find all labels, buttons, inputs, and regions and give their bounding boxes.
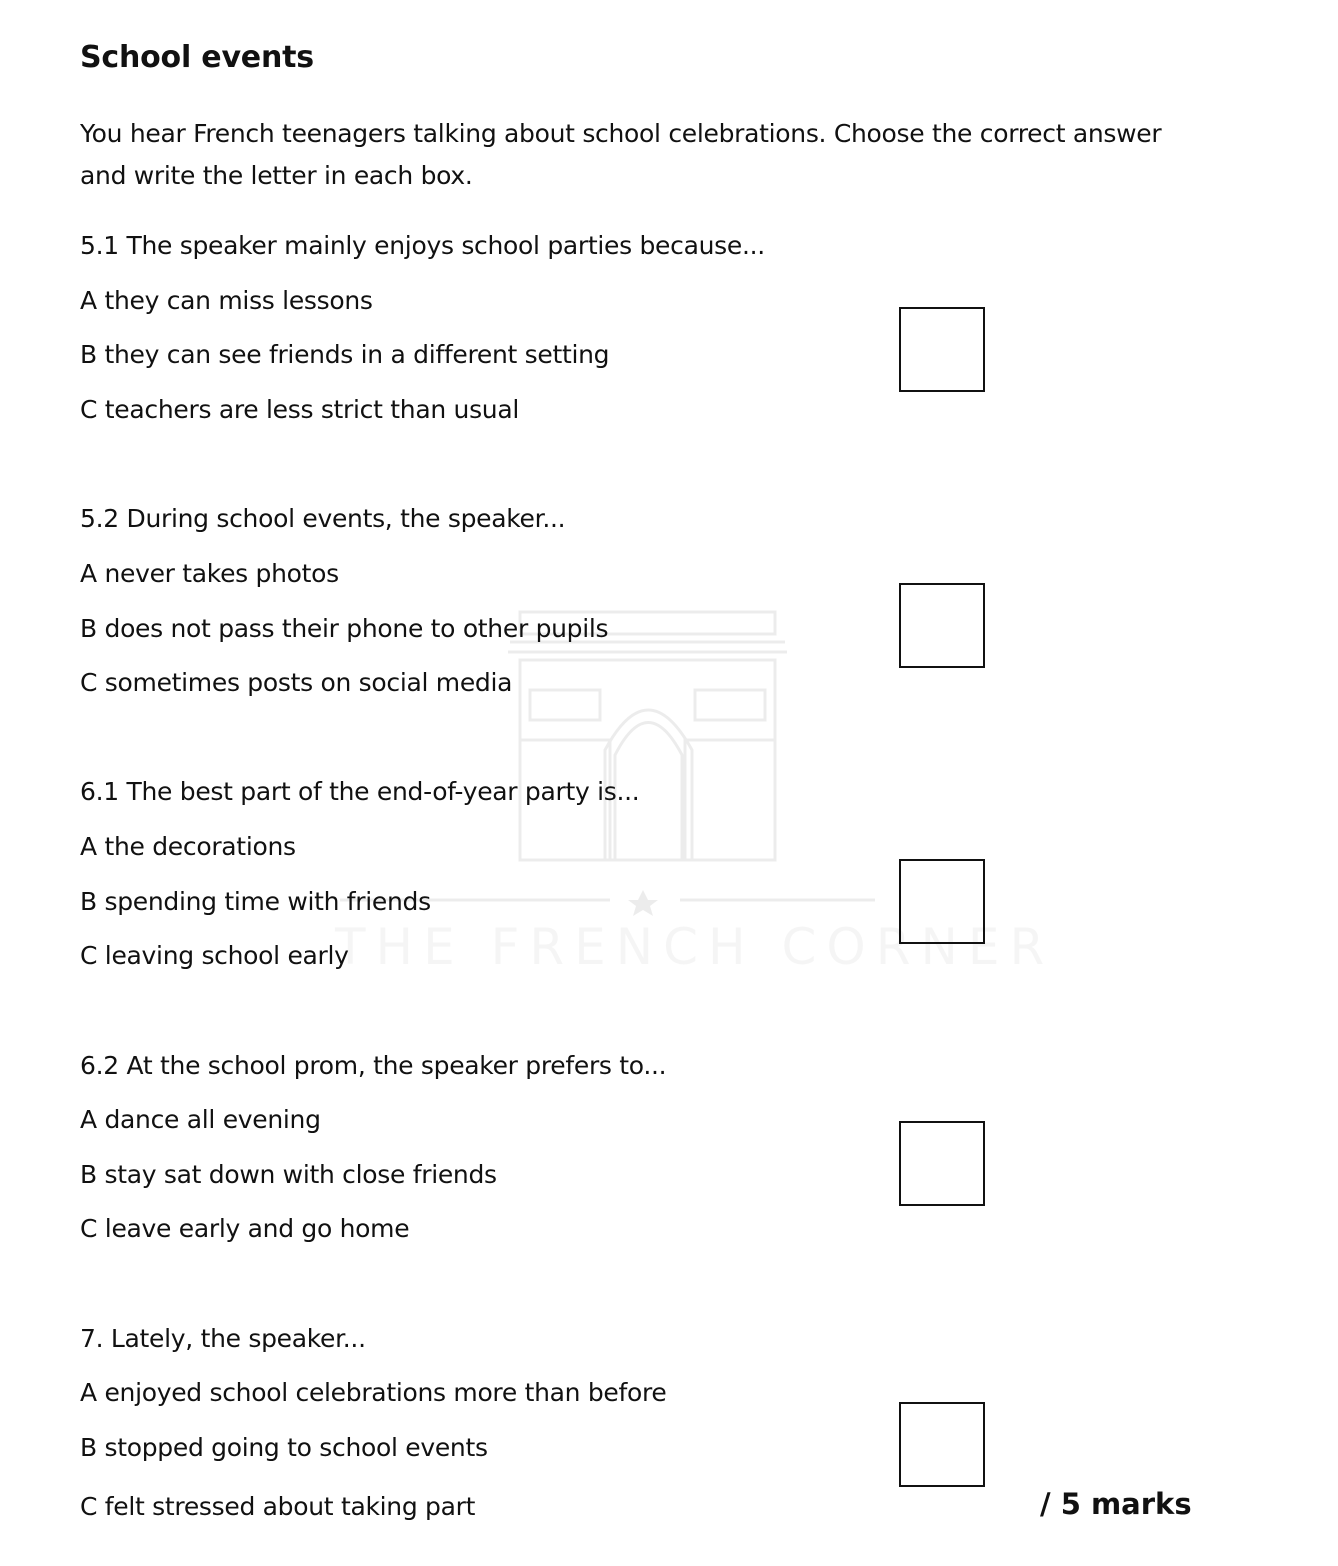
option-b: B stopped going to school events: [80, 1433, 488, 1462]
question-stem: 5.2 During school events, the speaker...: [80, 504, 566, 533]
option-a: A they can miss lessons: [80, 286, 373, 315]
option-c: C leave early and go home: [80, 1214, 410, 1243]
option-a: A dance all evening: [80, 1105, 321, 1134]
option-b: B stay sat down with close friends: [80, 1160, 497, 1189]
option-a: A enjoyed school celebrations more than before: [80, 1378, 667, 1407]
instructions: You hear French teenagers talking about school celebrations. Choose the correct answer and write the letter in each box.: [80, 119, 1162, 190]
marks-total: / 5 marks: [1040, 1487, 1192, 1521]
question-stem: 7. Lately, the speaker...: [80, 1324, 366, 1353]
question-stem: 6.2 At the school prom, the speaker prefers to...: [80, 1051, 667, 1080]
option-a: A the decorations: [80, 832, 296, 861]
answer-box[interactable]: [899, 583, 985, 668]
answer-box[interactable]: [899, 1402, 985, 1487]
option-b: B they can see friends in a different setting: [80, 340, 610, 369]
option-c: C teachers are less strict than usual: [80, 395, 520, 424]
option-c: C sometimes posts on social media: [80, 668, 513, 697]
option-b: B spending time with friends: [80, 887, 431, 916]
answer-box[interactable]: [899, 307, 985, 392]
answer-box[interactable]: [899, 859, 985, 944]
option-a: A never takes photos: [80, 559, 339, 588]
option-c: C leaving school early: [80, 941, 349, 970]
option-b: B does not pass their phone to other pupils: [80, 614, 609, 643]
question-stem: 5.1 The speaker mainly enjoys school parties because...: [80, 231, 765, 260]
answer-box[interactable]: [899, 1121, 985, 1206]
option-c: C felt stressed about taking part: [80, 1492, 476, 1521]
page-title: School events: [80, 40, 314, 75]
question-stem: 6.1 The best part of the end-of-year party is...: [80, 777, 640, 806]
